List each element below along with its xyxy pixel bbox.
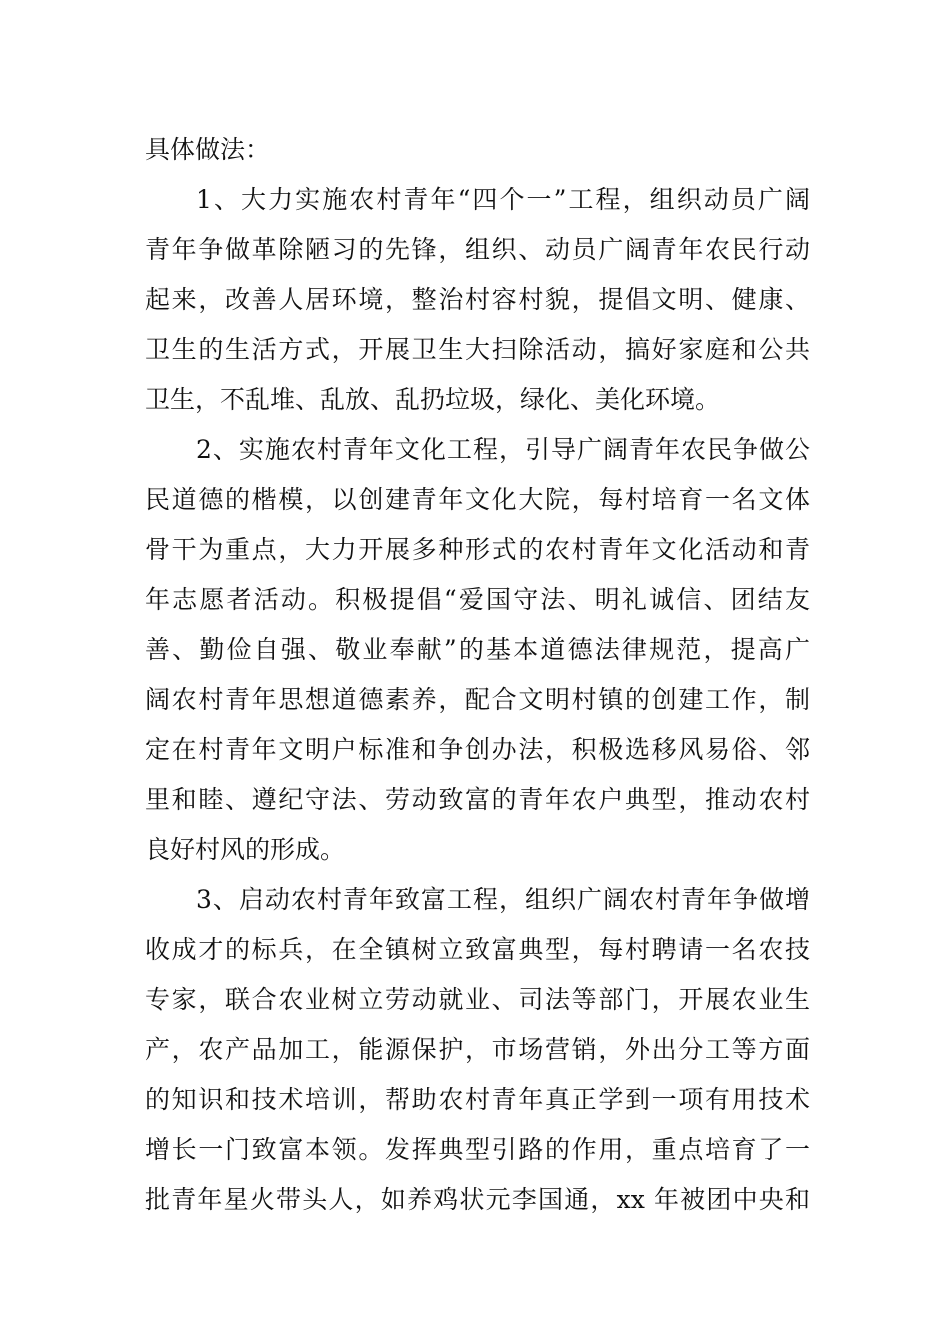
- paragraph-line: 善、勤俭自强、敬业奉献”的基本道德法律规范，提高广: [145, 635, 810, 664]
- paragraph-line: 青年争做革除陋习的先锋，组织、动员广阔青年农民行动: [145, 235, 810, 264]
- paragraph-line: 卫生，不乱堆、乱放、乱扔垃圾，绿化、美化环境。: [145, 385, 721, 414]
- paragraph-line: 2、实施农村青年文化工程，引导广阔青年农民争做公: [196, 435, 810, 464]
- paragraph-line: 的知识和技术培训，帮助农村青年真正学到一项有用技术: [145, 1085, 810, 1114]
- paragraph-line: 良好村风的形成。: [145, 835, 346, 864]
- paragraph-line: 卫生的生活方式，开展卫生大扫除活动，搞好家庭和公共: [145, 335, 810, 364]
- paragraph-line: 阔农村青年思想道德素养，配合文明村镇的创建工作，制: [145, 685, 810, 714]
- paragraph-line: 起来，改善人居环境，整治村容村貌，提倡文明、健康、: [145, 285, 810, 314]
- paragraph-line: 定在村青年文明户标准和争创办法，积极选移风易俗、邻: [145, 735, 810, 764]
- paragraph-line: 里和睦、遵纪守法、劳动致富的青年农户典型，推动农村: [145, 785, 810, 814]
- paragraph-line: 骨干为重点，大力开展多种形式的农村青年文化活动和青: [145, 535, 810, 564]
- paragraph-line: 产，农产品加工，能源保护，市场营销，外出分工等方面: [145, 1035, 810, 1064]
- paragraph-line: 收成才的标兵，在全镇树立致富典型，每村聘请一名农技: [145, 935, 810, 964]
- paragraph-line: 批青年星火带头人，如养鸡状元李国通，xx 年被团中央和: [145, 1185, 810, 1214]
- paragraph-line: 3、启动农村青年致富工程，组织广阔农村青年争做增: [196, 885, 810, 914]
- paragraph-line: 年志愿者活动。积极提倡“爱国守法、明礼诚信、团结友: [145, 585, 810, 614]
- paragraph-line: 民道德的楷模，以创建青年文化大院，每村培育一名文体: [145, 485, 810, 514]
- paragraph-line: 1、大力实施农村青年“四个一”工程，组织动员广阔: [196, 185, 810, 214]
- paragraph-line: 专家，联合农业树立劳动就业、司法等部门，开展农业生: [145, 985, 810, 1014]
- section-heading: 具体做法：: [145, 135, 271, 164]
- paragraph-line: 增长一门致富本领。发挥典型引路的作用，重点培育了一: [145, 1135, 810, 1164]
